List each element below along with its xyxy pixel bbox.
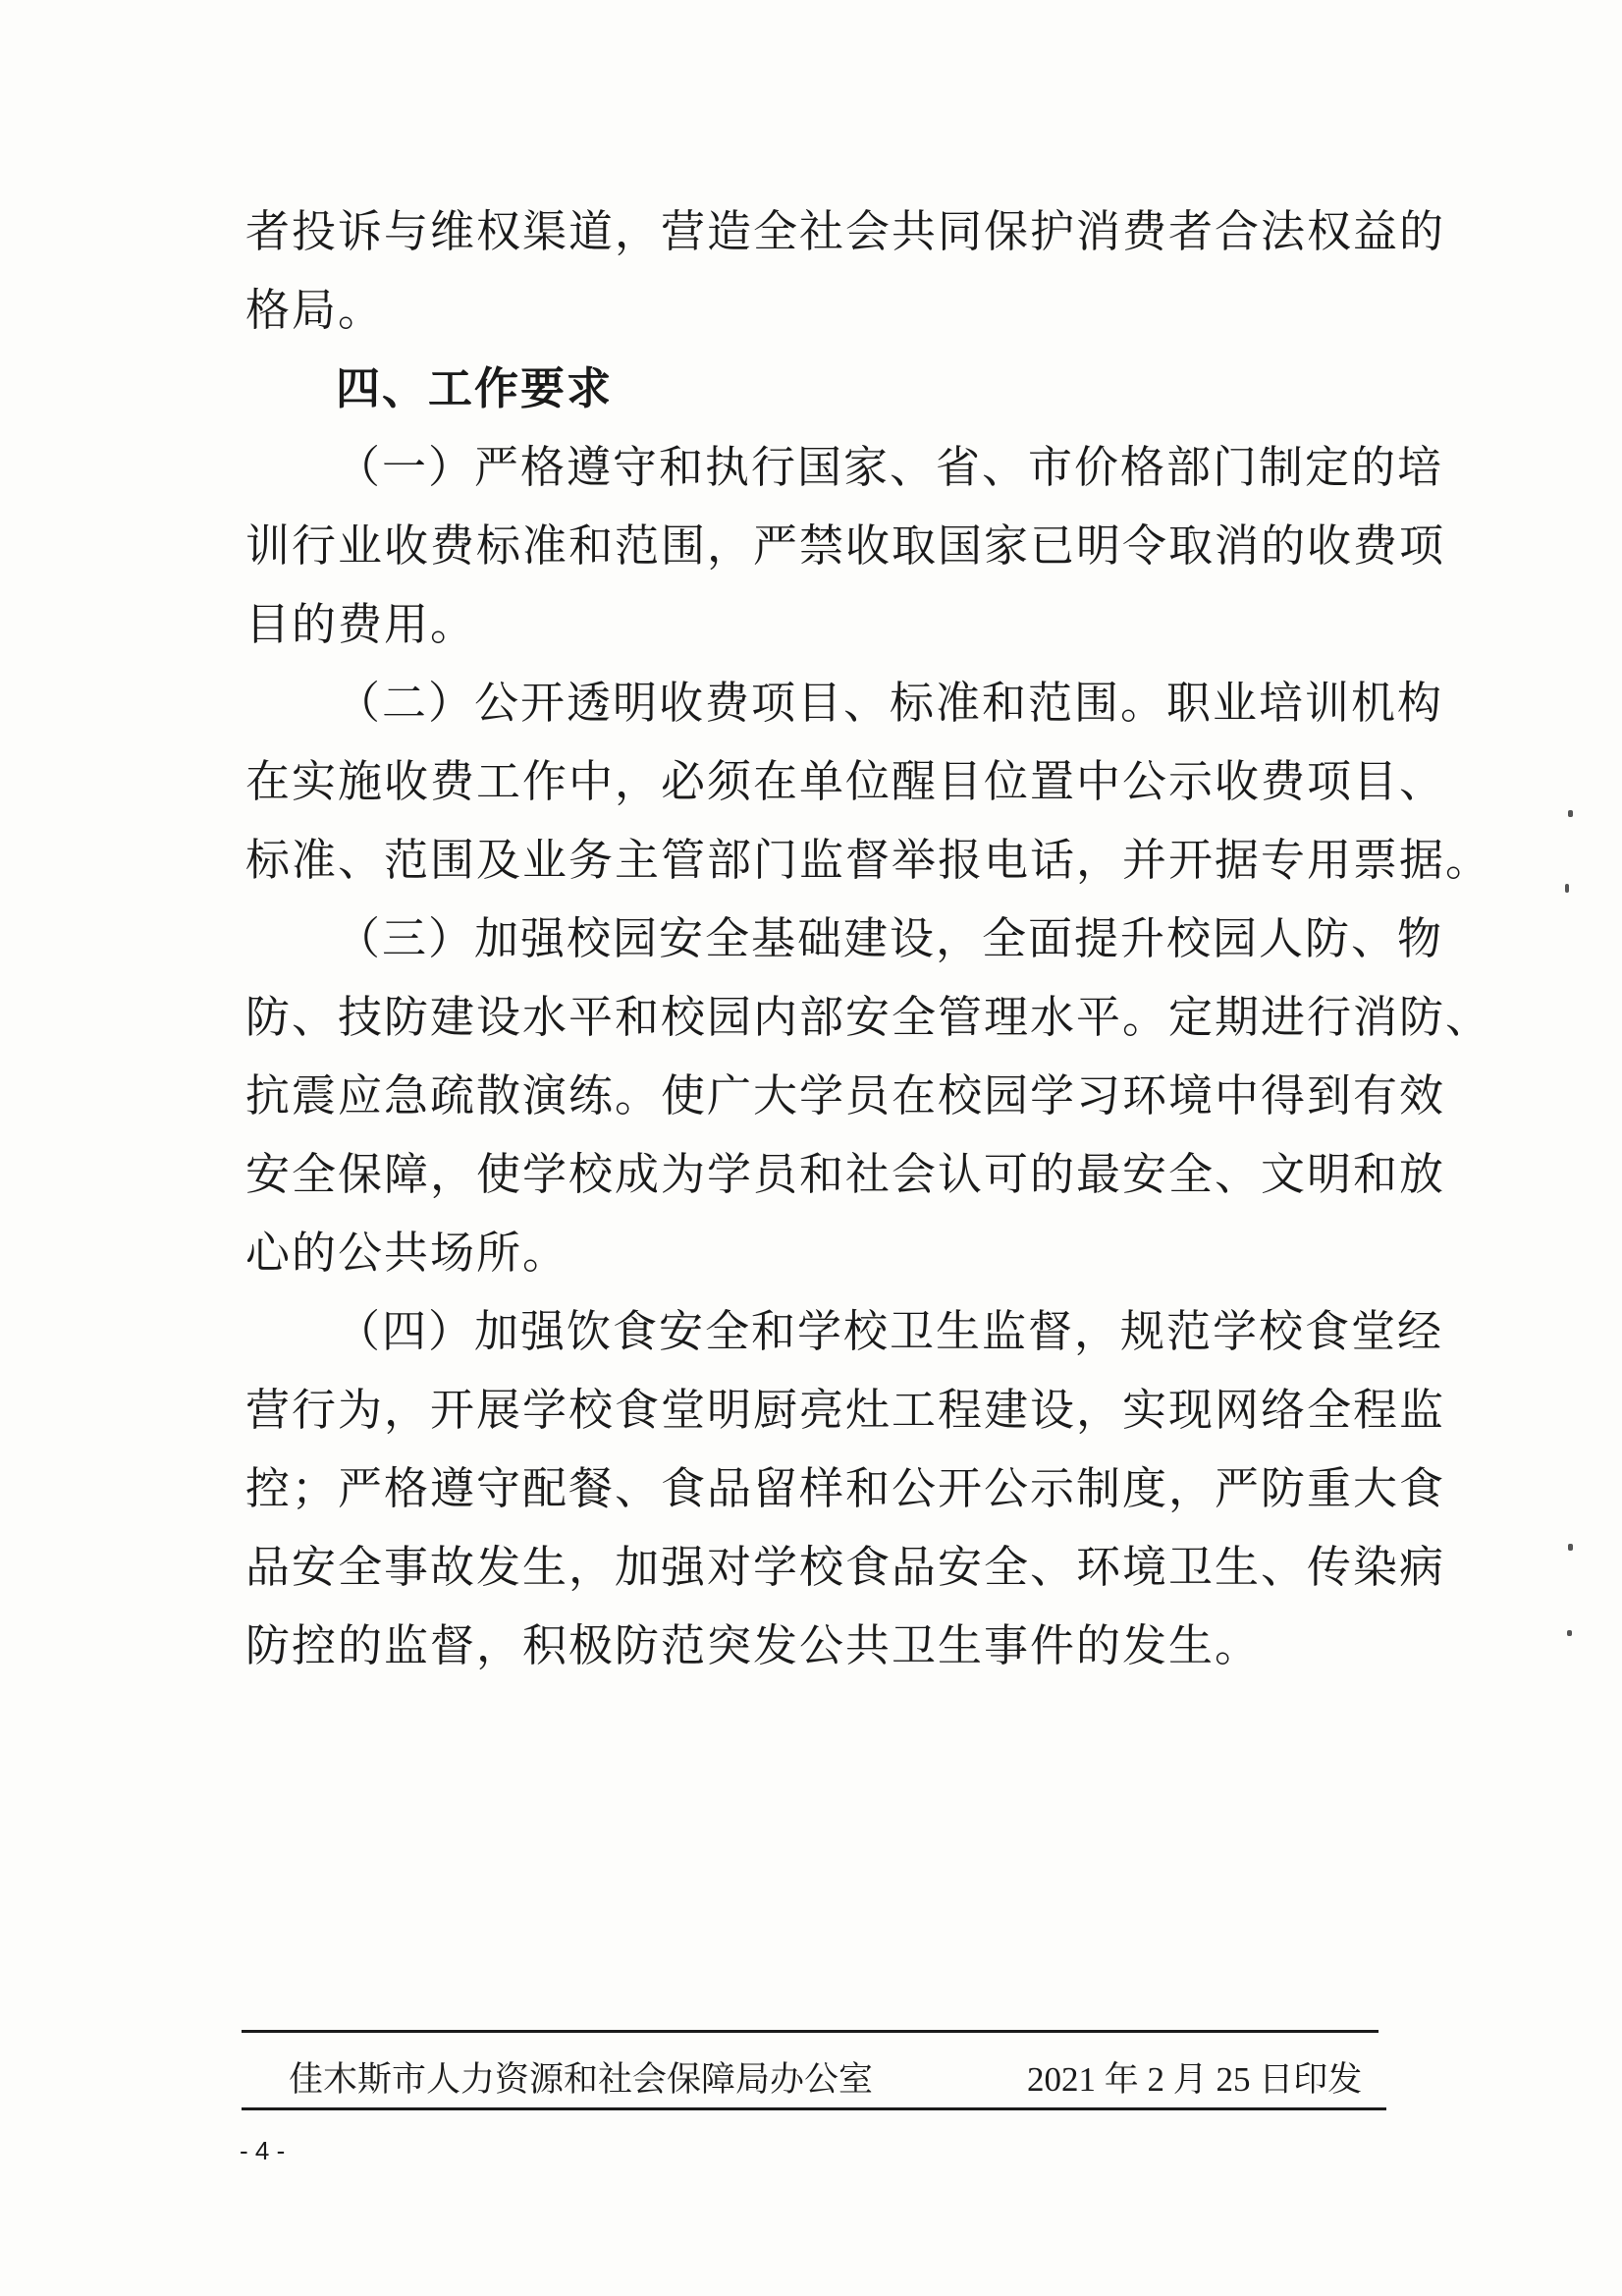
body-line: 格局。 (245, 284, 385, 336)
body-line: 防控的监督，积极防范突发公共卫生事件的发生。 (245, 1619, 1262, 1671)
document-body (245, 192, 1492, 1685)
body-line: （四）加强饮食安全和学校卫生监督，规范学校食堂经 (336, 1305, 1444, 1357)
body-line: 标准、范围及业务主管部门监督举报电话，并开据专用票据。 (245, 834, 1492, 886)
scan-speck (1567, 1630, 1572, 1636)
issuing-office: 佳木斯市人力资源和社会保障局办公室 (289, 2060, 874, 2100)
footer-bottom-rule (242, 2107, 1386, 2110)
issue-date: 2021 年 2 月 25 日印发 (1027, 2060, 1363, 2099)
scan-speck (1568, 1544, 1573, 1551)
body-line: 心的公共场所。 (245, 1227, 569, 1279)
section-heading: 四、工作要求 (336, 362, 614, 414)
body-line: 训行业收费标准和范围，严禁收取国家已明令取消的收费项 (245, 519, 1446, 572)
body-line: 者投诉与维权渠道，营造全社会共同保护消费者合法权益的 (245, 205, 1446, 257)
body-line: （三）加强校园安全基础建设，全面提升校园人防、物 (336, 912, 1444, 964)
body-line: 在实施收费工作中，必须在单位醒目位置中公示收费项目、 (245, 755, 1446, 807)
scan-speck (1568, 810, 1573, 817)
scan-speck (1565, 884, 1569, 893)
footer-top-rule (242, 2030, 1379, 2033)
body-line: 控；严格遵守配餐、食品留样和公开公示制度，严防重大食 (245, 1462, 1446, 1514)
body-line: 抗震应急疏散演练。使广大学员在校园学习环境中得到有效 (245, 1069, 1446, 1121)
body-line: 目的费用。 (245, 598, 477, 650)
body-line: 安全保障，使学校成为学员和社会认可的最安全、文明和放 (245, 1148, 1446, 1200)
body-line: （一）严格遵守和执行国家、省、市价格部门制定的培 (336, 441, 1444, 493)
body-line: 品安全事故发生，加强对学校食品安全、环境卫生、传染病 (245, 1541, 1446, 1593)
body-line: （二）公开透明收费项目、标准和范围。职业培训机构 (336, 677, 1444, 729)
body-line: 防、技防建设水平和校园内部安全管理水平。定期进行消防、 (245, 991, 1492, 1043)
page-number: - 4 - (240, 2136, 286, 2165)
body-line: 营行为，开展学校食堂明厨亮灶工程建设，实现网络全程监 (245, 1384, 1446, 1436)
